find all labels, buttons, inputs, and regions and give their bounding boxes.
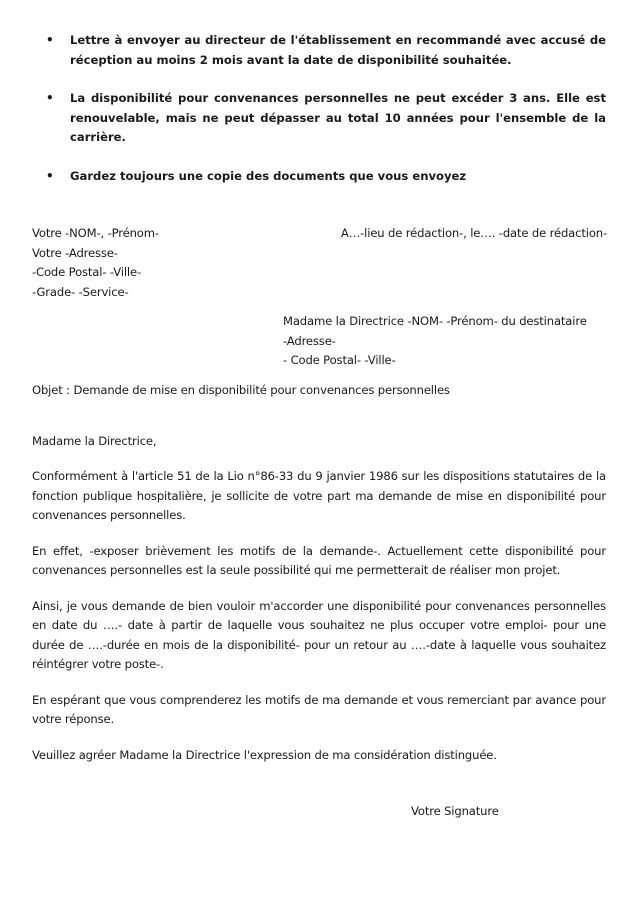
signature: Votre Signature xyxy=(411,804,499,818)
recipient-address: -Adresse- xyxy=(283,333,336,348)
bullet-icon: • xyxy=(46,91,54,105)
bullet-icon: • xyxy=(46,168,54,183)
recipient-name: Madame la Directrice -NOM- -Prénom- du destinataire xyxy=(283,314,587,328)
body-paragraph: En espérant que vous comprenderez les motifs de ma demande et vous remerciant par avance pour votre réponse. xyxy=(32,692,606,726)
closing-formula: Veuillez agréer Madame la Directrice l'expression de ma considération distinguée. xyxy=(32,747,497,762)
body-paragraph: Ainsi, je vous demande de bien vouloir m'accorder une disponibilité pour convenances personnelles en date du ….- date à partir de laquelle vous souhaitez ne plus occuper votre emploi- pour une durée de ….-durée en mois de la disponibilité- pour un retour au ….-date à laquelle vous souhaitez réintégrer votre poste-. xyxy=(32,598,606,671)
place-date-line: A…-lieu de rédaction-, le…. -date de rédaction- xyxy=(340,226,607,240)
body-paragraph: Conformément à l'article 51 de la Lio n°86-33 du 9 janvier 1986 sur les dispositions statutaires de la fonction publique hospitalière, je sollicite de votre part ma demande de mise en disponibilité pour convenances personnelles. xyxy=(32,469,606,522)
instruction-text: Gardez toujours une copie des documents que vous envoyez xyxy=(70,168,467,183)
letter-body xyxy=(32,467,606,781)
sender-city: -Code Postal- -Ville- xyxy=(32,265,142,279)
sender-grade: -Grade- -Service- xyxy=(32,284,129,299)
instructions-list xyxy=(46,31,606,205)
sender-name: Votre -NOM-, -Prénom- xyxy=(32,226,159,240)
bullet-icon: • xyxy=(46,33,54,47)
salutation: Madame la Directrice, xyxy=(32,434,157,448)
sender-address: Votre -Adresse- xyxy=(32,245,118,260)
sender-block xyxy=(32,224,159,302)
subject-line: Objet : Demande de mise en disponibilité pour convenances personnelles xyxy=(32,383,450,397)
recipient-city: - Code Postal- -Ville- xyxy=(283,353,396,367)
instruction-item xyxy=(46,31,606,70)
body-paragraph: En effet, -exposer brièvement les motifs de la demande-. Actuellement cette disponibilité pour convenances personnelles est la seule possibilité qui me permetterait de réaliser mon projet. xyxy=(32,543,606,577)
instruction-text: La disponibilité pour convenances personnelles ne peut excéder 3 ans. Elle est renouvelable, mais ne peut dépasser au total 10 années pour l'ensemble de la carrière. xyxy=(70,91,606,144)
instruction-item xyxy=(46,89,606,148)
instruction-text: Lettre à envoyer au directeur de l'établissement en recommandé avec accusé de réception au moins 2 mois avant la date de disponibilité souhaitée. xyxy=(70,33,606,67)
recipient-block xyxy=(283,312,587,371)
instruction-item xyxy=(46,167,606,187)
